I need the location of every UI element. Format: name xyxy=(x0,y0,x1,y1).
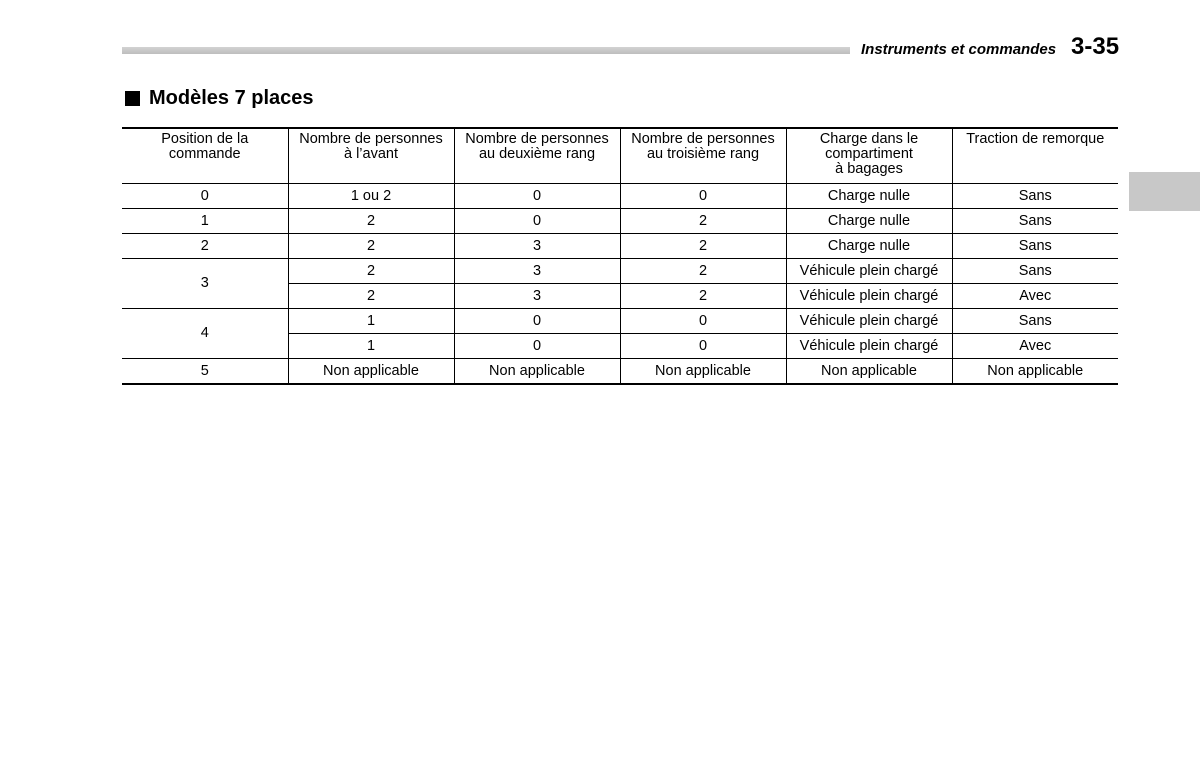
chapter-tab xyxy=(1129,172,1200,211)
position-cell: 3 xyxy=(122,259,288,309)
table-cell: Non applicable xyxy=(620,359,786,385)
section-heading xyxy=(125,87,314,110)
table-cell: Non applicable xyxy=(288,359,454,385)
square-bullet-icon xyxy=(125,91,140,106)
table-cell: 2 xyxy=(620,209,786,234)
position-cell: 2 xyxy=(122,234,288,259)
table-cell: Charge nulle xyxy=(786,234,952,259)
header-rule xyxy=(122,47,850,54)
table-cell: Charge nulle xyxy=(786,184,952,209)
table-cell: 2 xyxy=(620,234,786,259)
table-cell: 3 xyxy=(454,259,620,284)
table-cell: Véhicule plein chargé xyxy=(786,309,952,334)
table-cell: Véhicule plein chargé xyxy=(786,259,952,284)
position-cell: 1 xyxy=(122,209,288,234)
table-cell: Non applicable xyxy=(952,359,1118,385)
table-cell: Sans xyxy=(952,209,1118,234)
table-cell: 3 xyxy=(454,284,620,309)
table-cell: Véhicule plein chargé xyxy=(786,284,952,309)
table-cell: Non applicable xyxy=(454,359,620,385)
column-header: Nombre de personnes à l’avant xyxy=(288,128,454,184)
column-header: Charge dans le compartiment à bagages xyxy=(786,128,952,184)
table-row xyxy=(122,309,1118,334)
table-cell: 0 xyxy=(454,334,620,359)
table-cell: Véhicule plein chargé xyxy=(786,334,952,359)
load-configuration-table xyxy=(122,127,1118,385)
table-cell: 0 xyxy=(454,209,620,234)
table-cell: 2 xyxy=(288,284,454,309)
table-row xyxy=(122,184,1118,209)
table-cell: 0 xyxy=(620,309,786,334)
section-title: Modèles 7 places xyxy=(149,87,314,109)
table-row xyxy=(122,209,1118,234)
table-cell: 0 xyxy=(454,309,620,334)
column-header: Traction de remorque xyxy=(952,128,1118,184)
table-cell: 1 xyxy=(288,334,454,359)
position-cell: 4 xyxy=(122,309,288,359)
table-cell: Sans xyxy=(952,184,1118,209)
position-cell: 5 xyxy=(122,359,288,385)
column-header: Nombre de personnes au troisième rang xyxy=(620,128,786,184)
table-cell: 1 ou 2 xyxy=(288,184,454,209)
table-cell: 0 xyxy=(454,184,620,209)
table-cell: 2 xyxy=(288,259,454,284)
table-cell: Sans xyxy=(952,259,1118,284)
table-header-row xyxy=(122,128,1118,184)
table-row xyxy=(122,234,1118,259)
table-cell: 0 xyxy=(620,184,786,209)
table-cell: Sans xyxy=(952,309,1118,334)
table-row xyxy=(122,359,1118,385)
table-cell: Non applicable xyxy=(786,359,952,385)
table-cell: 2 xyxy=(288,234,454,259)
table-cell: 1 xyxy=(288,309,454,334)
table-cell: Avec xyxy=(952,334,1118,359)
page-number: 3-35 xyxy=(1071,33,1120,60)
table-cell: 0 xyxy=(620,334,786,359)
column-header: Position de la commande xyxy=(122,128,288,184)
table-cell: 3 xyxy=(454,234,620,259)
table-cell: Avec xyxy=(952,284,1118,309)
table-cell: 2 xyxy=(288,209,454,234)
table-cell: 2 xyxy=(620,284,786,309)
chapter-title: Instruments et commandes xyxy=(861,41,1057,58)
position-cell: 0 xyxy=(122,184,288,209)
column-header: Nombre de personnes au deuxième rang xyxy=(454,128,620,184)
table-row xyxy=(122,259,1118,284)
table-cell: Sans xyxy=(952,234,1118,259)
table-cell: Charge nulle xyxy=(786,209,952,234)
table-cell: 2 xyxy=(620,259,786,284)
